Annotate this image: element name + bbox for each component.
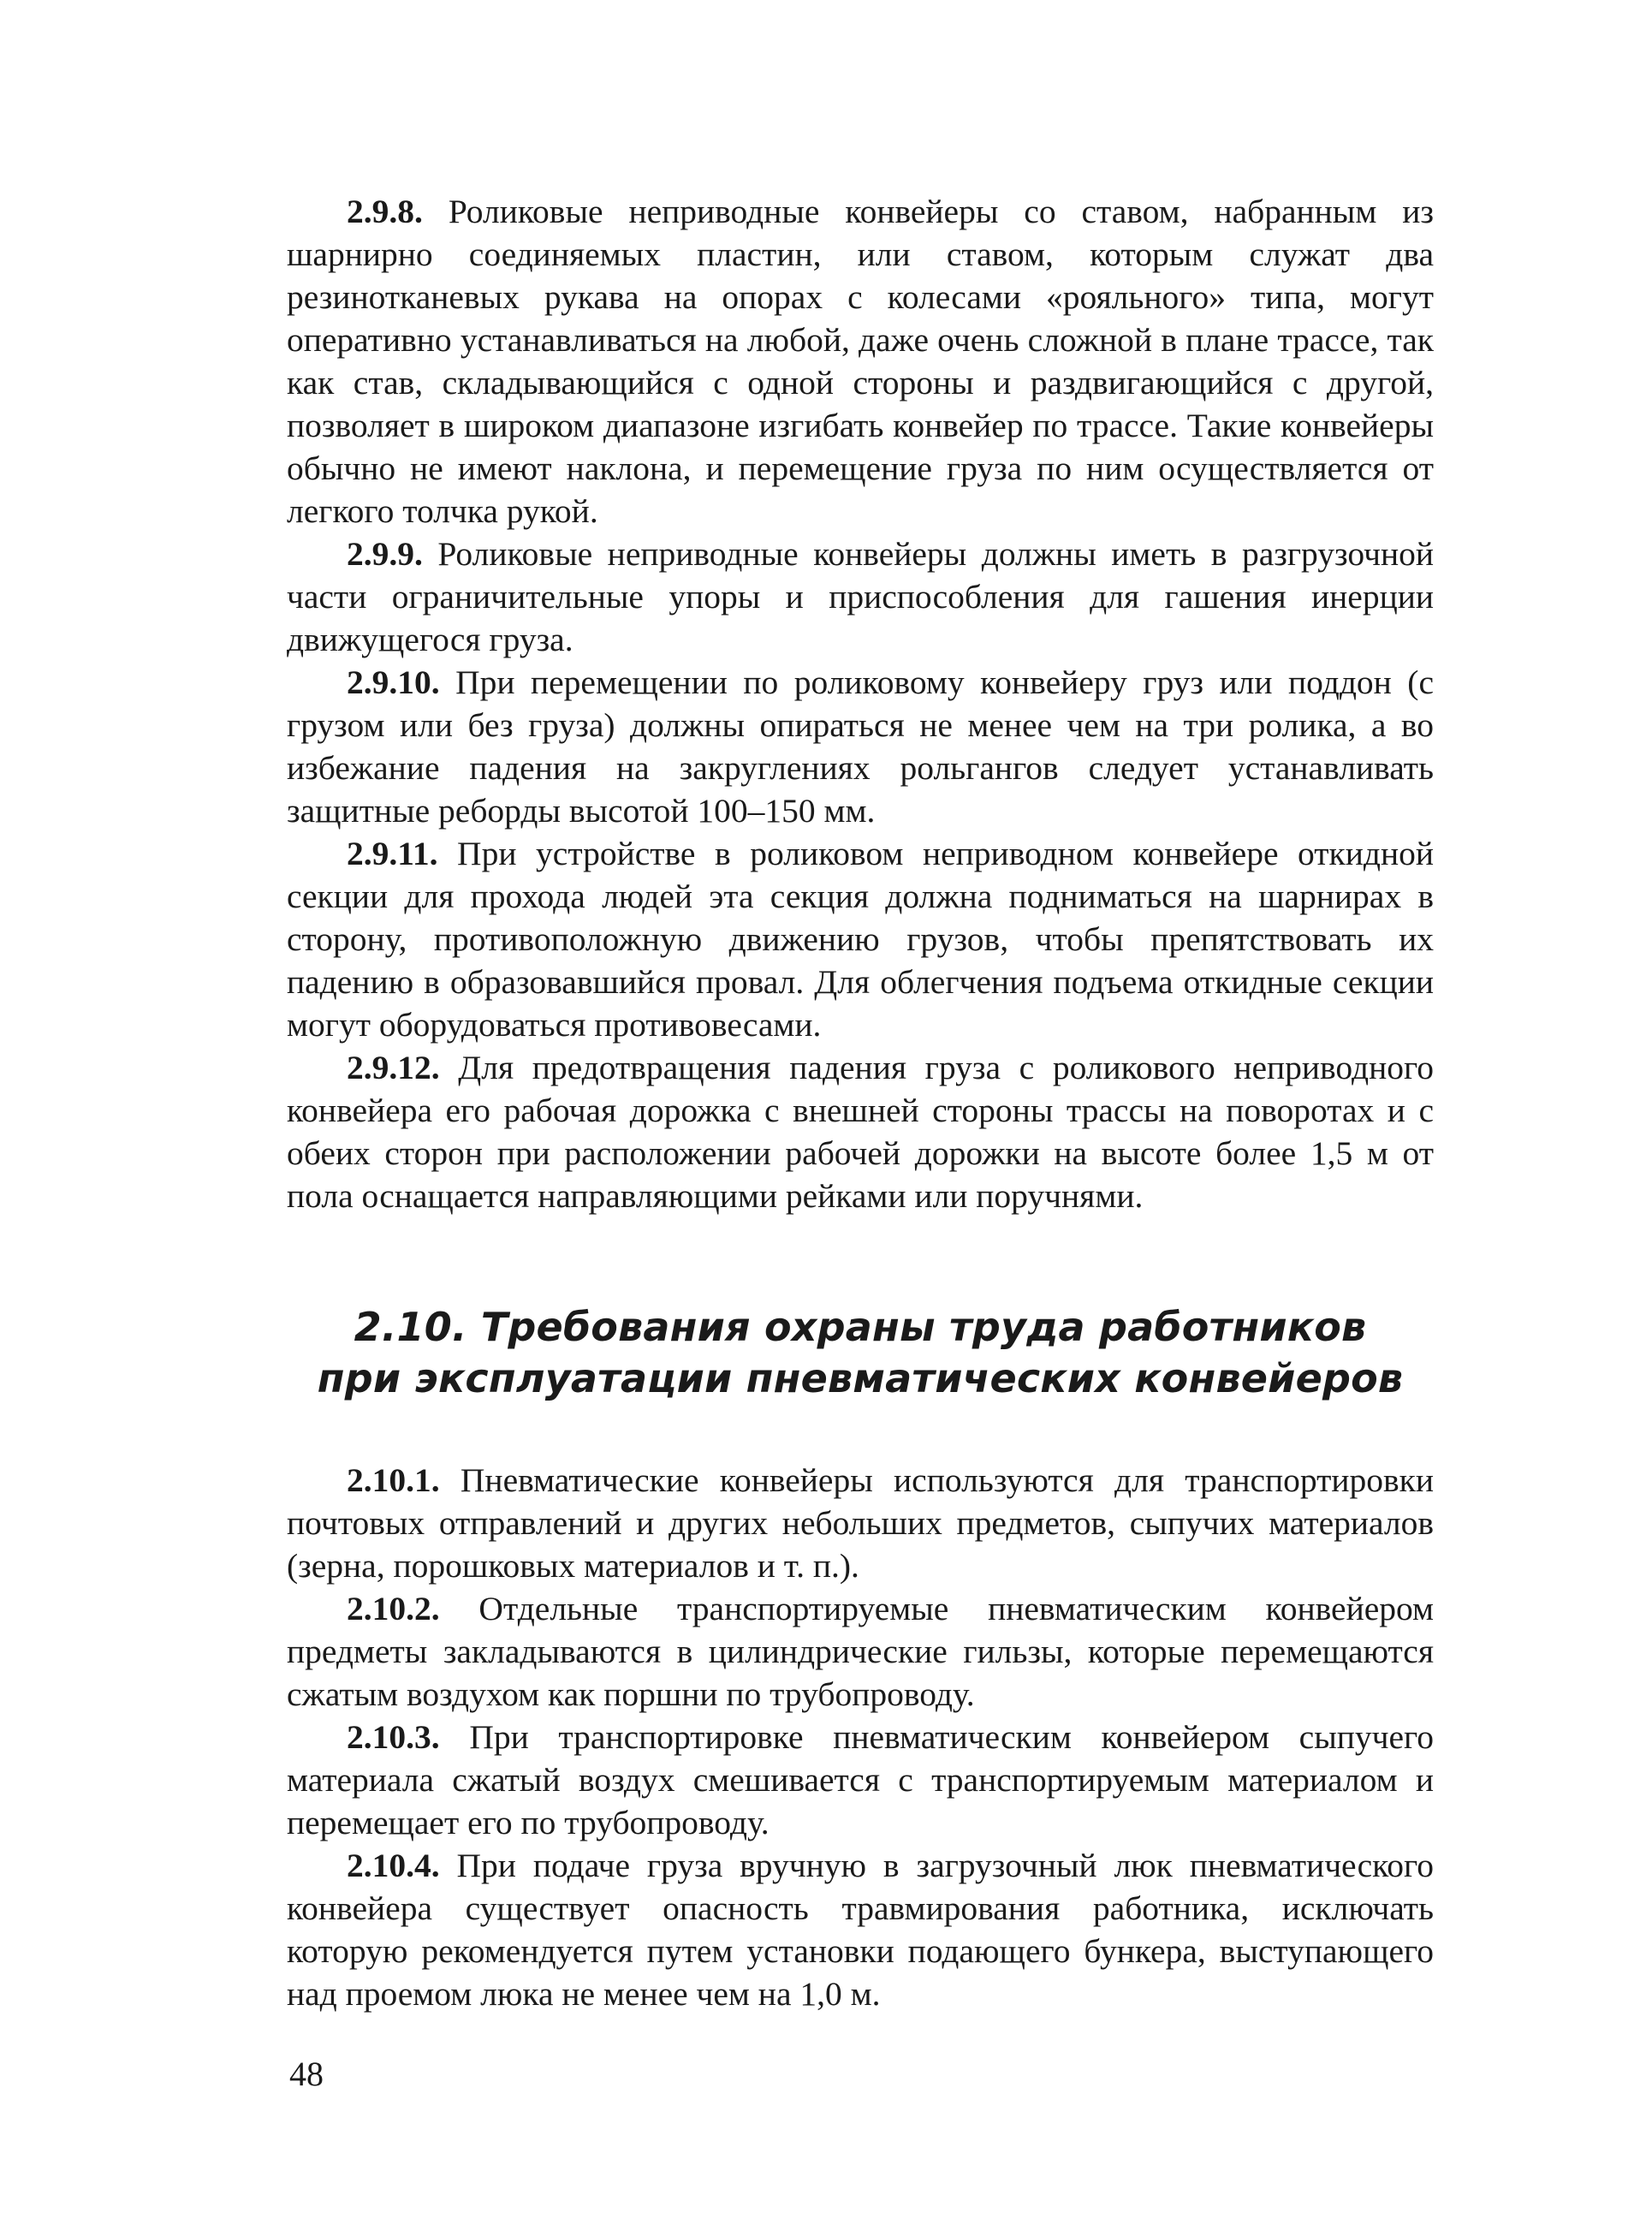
page-body	[287, 190, 1434, 2015]
paragraph-2-9-11	[287, 832, 1434, 1046]
paragraph-2-9-10	[287, 661, 1434, 832]
paragraph-2-10-1	[287, 1459, 1434, 1587]
section-heading	[287, 1301, 1434, 1404]
section-number: 2.10.2.	[347, 1590, 440, 1627]
section-number: 2.9.8.	[347, 193, 423, 230]
section-number: 2.9.10.	[347, 663, 440, 701]
paragraph-text: Пневматические конвейеры используются для транспортировки почтовых отправлений и других небольших предметов, сыпучих материалов (зерна, порошковых материалов и т. п.).	[287, 1461, 1434, 1585]
section-number: 2.10.3.	[347, 1718, 440, 1756]
paragraph-2-9-8	[287, 190, 1434, 532]
paragraph-text: Роликовые неприводные конвейеры должны иметь в разгрузочной части ограничительные упоры и приспособления для гашения инерции движущегося груза.	[287, 535, 1434, 658]
paragraph-text: При перемещении по роликовому конвейеру груз или поддон (с грузом или без груза) должны опираться не менее чем на три ролика, а во избежание падения на закруглениях рольгангов следует устанавливать защитные реборды высотой 100–150 мм.	[287, 663, 1434, 830]
paragraph-text: Для предотвращения падения груза с роликового неприводного конвейера его рабочая дорожка с внешней стороны трассы на поворотах и с обеих сторон при расположении рабочей дорожки на высоте более 1,5 м от пола оснащается направляющими рейками или поручнями.	[287, 1049, 1434, 1215]
section-heading-line-1: 2.10. Требования охраны труда работников	[354, 1304, 1367, 1350]
section-number: 2.9.11.	[347, 835, 438, 872]
section-heading-line-2: при эксплуатации пневматических конвейеров	[317, 1355, 1404, 1401]
paragraph-2-10-4	[287, 1844, 1434, 2015]
section-number: 2.9.12.	[347, 1049, 440, 1086]
paragraph-2-9-9	[287, 532, 1434, 661]
section-number: 2.9.9.	[347, 535, 423, 573]
paragraph-text: При подаче груза вручную в загрузочный люк пневматического конвейера существует опасность травмирования работника, исключать которую рекомендуется путем установки подающего бункера, выступающего над проемом люка не менее чем на 1,0 м.	[287, 1847, 1435, 2013]
section-number: 2.10.4.	[347, 1847, 440, 1884]
paragraph-2-10-3	[287, 1716, 1434, 1844]
paragraph-2-9-12	[287, 1046, 1434, 1217]
paragraph-2-10-2	[287, 1587, 1434, 1716]
section-number: 2.10.1.	[347, 1461, 440, 1499]
paragraph-text: Роликовые неприводные конвейеры со ставом, набранным из шарнирно соединяемых пластин, или ставом, которым служат два резинотканевых рукава на опорах с колесами «рояльного» типа, могут оперативно устанавливаться на любой, даже очень сложной в плане трассе, так как став, складывающийся с одной стороны и раздвигающийся с другой, позволяет в широком диапазоне изгибать конвейер по трассе. Такие конвейеры обычно не имеют наклона, и перемещение груза по ним осуществляется от легкого толчка рукой.	[287, 193, 1435, 530]
page-number: 48	[289, 2055, 324, 2093]
paragraph-text: Отдельные транспортируемые пневматическим конвейером предметы закладываются в цилиндрические гильзы, которые перемещаются сжатым воздухом как поршни по трубопроводу.	[287, 1590, 1434, 1713]
paragraph-text: При транспортировке пневматическим конвейером сыпучего материала сжатый воздух смешивается с транспортируемым материалом и перемещает его по трубопроводу.	[287, 1718, 1434, 1841]
paragraph-text: При устройстве в роликовом неприводном конвейере откидной секции для прохода людей эта секция должна подниматься на шарнирах в сторону, противоположную движению грузов, чтобы препятствовать их падению в образовавшийся провал. Для облегчения подъема откидные секции могут оборудоваться противовесами.	[287, 835, 1434, 1044]
